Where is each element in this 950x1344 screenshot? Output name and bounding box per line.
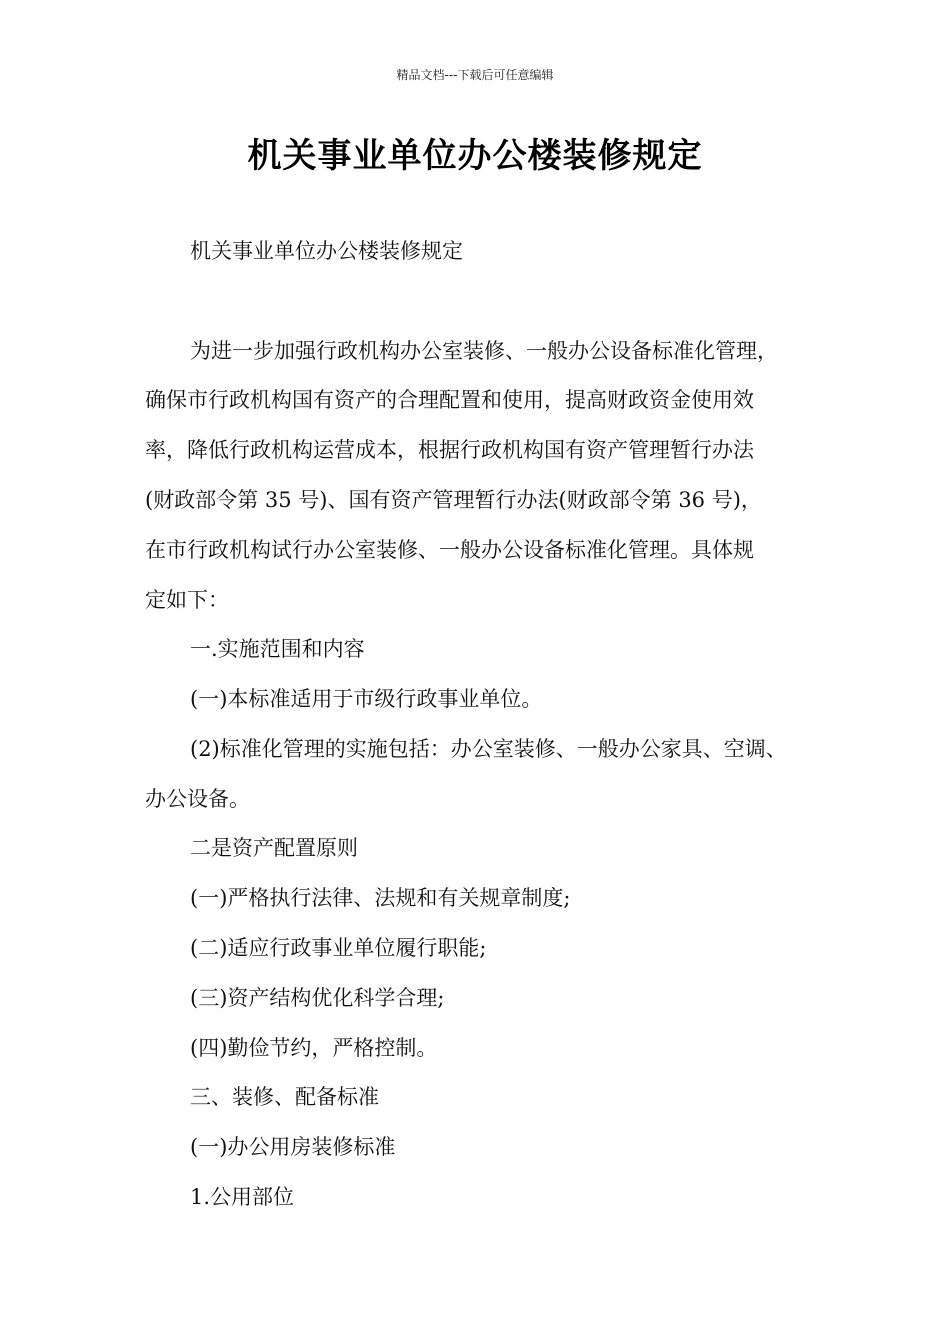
list-item-continuation: 办公设备。 [145,787,250,811]
section-heading: 三、装修、配备标准 [190,1085,379,1109]
paragraph-line: (财政部令第 35 号)、国有资产管理暂行办法(财政部令第 36 号)， [145,488,762,512]
document-title: 机关事业单位办公楼装修规定 [247,136,703,176]
paragraph-line: 率，降低行政机构运营成本，根据行政机构国有资产管理暂行办法 [145,438,754,462]
list-item: (一)本标准适用于市级行政事业单位。 [190,687,543,711]
list-item: (一)严格执行法律、法规和有关规章制度; [190,886,571,910]
paragraph-line: 确保市行政机构国有资产的合理配置和使用，提高财政资金使用效 [145,388,754,412]
list-item: (2)标准化管理的实施包括：办公室装修、一般办公家具、空调、 [190,737,787,761]
paragraph-line: 定如下： [145,588,229,612]
list-item: (二)适应行政事业单位履行职能; [190,936,487,960]
subsection-item: 1.公用部位 [190,1185,295,1209]
section-heading: 二是资产配置原则 [190,836,358,860]
list-item: (四)勤俭节约，严格控制。 [190,1036,438,1060]
list-item: (三)资产结构优化科学合理; [190,986,445,1010]
section-heading: 一.实施范围和内容 [190,637,365,661]
subtitle-line: 机关事业单位办公楼装修规定 [190,239,463,263]
paragraph-line: 在市行政机构试行办公室装修、一般办公设备标准化管理。具体规 [145,538,754,562]
subsection-heading: (一)办公用房装修标准 [190,1135,396,1159]
page-header: 精品文档---下载后可任意编辑 [396,68,554,82]
paragraph-line: 为进一步加强行政机构办公室装修、一般办公设备标准化管理， [190,339,778,363]
